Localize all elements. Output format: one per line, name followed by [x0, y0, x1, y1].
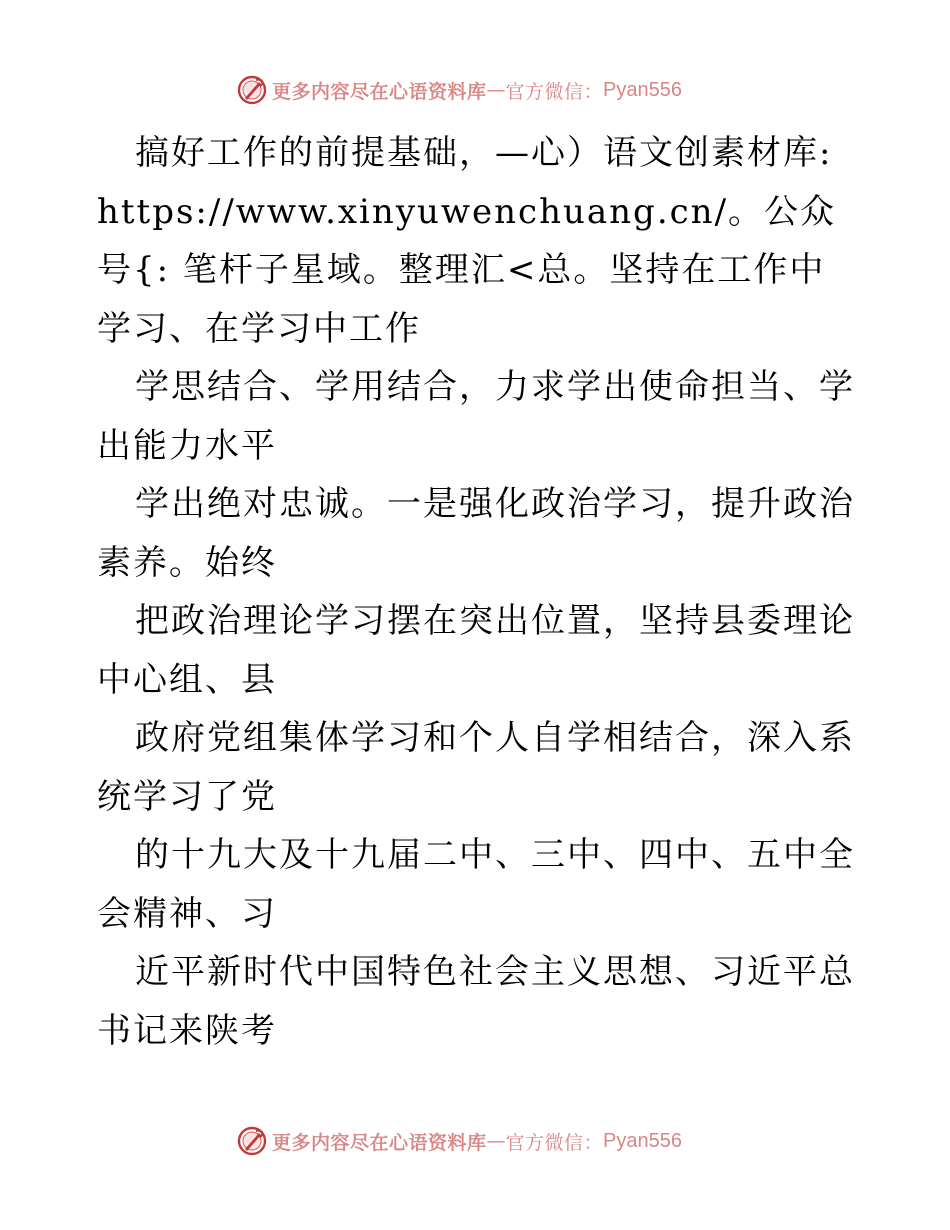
banner-wechat-id: Pyan556: [603, 1129, 682, 1152]
banner-wechat-label: 官方微信：: [505, 80, 604, 103]
document-body: [97, 124, 857, 1060]
banner-main-text: 更多内容尽在心语资料库: [272, 80, 487, 103]
header-banner: [236, 73, 716, 107]
banner-wechat-id: Pyan556: [603, 78, 682, 101]
paragraph: 的十九大及十九届二中、三中、四中、五中全会精神、习: [97, 835, 855, 934]
quill-logo-icon: [236, 74, 268, 106]
paragraph: 学思结合、学用结合，力求学出使命担当、学出能力水平: [97, 367, 855, 466]
paragraph: 搞好工作的前提基础，—心）语文创素材库: https://www.xinyuwenchuang.cn/。公众号{: 笔杆子星域。整理汇<总。坚持在工作中学习、在学习中工作: [97, 133, 837, 349]
banner-separator: —: [486, 79, 506, 101]
paragraph: 政府党组集体学习和个人自学相结合，深入系统学习了党: [97, 718, 855, 817]
banner-main-text: 更多内容尽在心语资料库: [272, 1131, 487, 1154]
paragraph: 学出绝对忠诚。一是强化政治学习，提升政治素养。始终: [97, 484, 855, 583]
quill-logo-icon: [236, 1125, 268, 1157]
banner-separator: —: [486, 1130, 506, 1152]
paragraph: 近平新时代中国特色社会主义思想、习近平总书记来陕考: [97, 952, 855, 1051]
footer-banner: [236, 1124, 716, 1158]
paragraph: 把政治理论学习摆在突出位置，坚持县委理论中心组、县: [97, 601, 855, 700]
banner-wechat-label: 官方微信：: [505, 1131, 604, 1154]
